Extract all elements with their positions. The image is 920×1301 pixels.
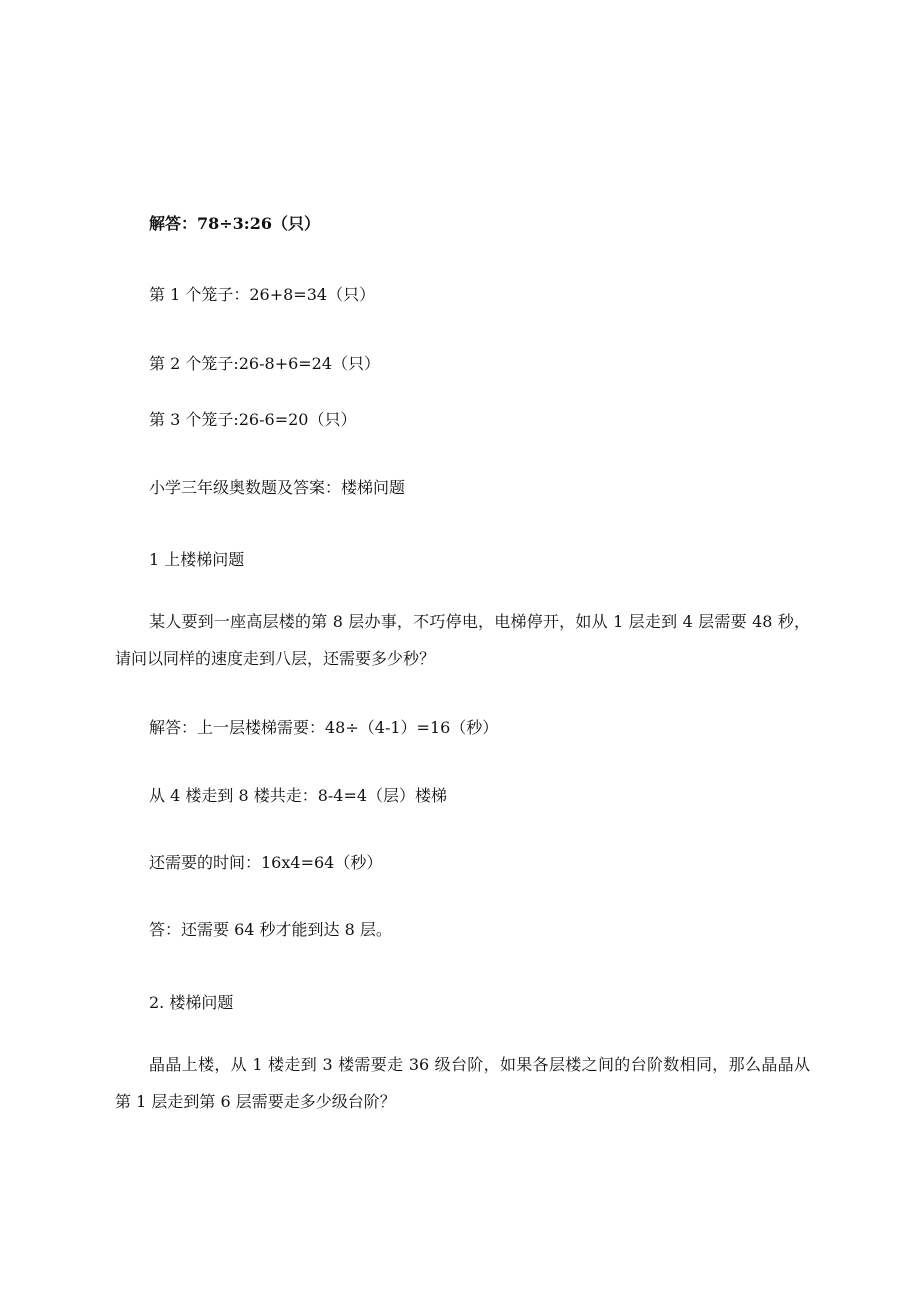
problem-1-final-answer: 答：还需要 64 秒才能到达 8 层。 (149, 920, 392, 939)
answer-line-cages: 解答：78÷3:26（只） (149, 214, 320, 233)
cage-1-line: 第 1 个笼子：26+8=34（只） (149, 285, 376, 304)
problem-1-answer-step-1: 解答：上一层楼梯需要：48÷（4-1）=16（秒） (149, 718, 499, 737)
cage-2-line: 第 2 个笼子:26-8+6=24（只） (149, 354, 381, 373)
problem-1-answer-step-3: 还需要的时间：16x4=64（秒） (149, 853, 383, 872)
problem-2-heading: 2. 楼梯问题 (149, 993, 234, 1012)
problem-1-text: 某人要到一座高层楼的第 8 层办事，不巧停电，电梯停开，如从 1 层走到 4 层需要 48 秒，请问以同样的速度走到八层，还需要多少秒？ (115, 612, 810, 668)
problem-2-text: 晶晶上楼，从 1 楼走到 3 楼需要走 36 级台阶，如果各层楼之间的台阶数相同，那么晶晶从第 1 层走到第 6 层需要走多少级台阶？ (115, 1055, 810, 1111)
section-title: 小学三年级奥数题及答案：楼梯问题 (149, 478, 406, 497)
problem-1-answer-step-2: 从 4 楼走到 8 楼共走：8-4=4（层）楼梯 (149, 786, 448, 805)
problem-1-heading: 1 上楼梯问题 (149, 550, 245, 569)
cage-3-line: 第 3 个笼子:26-6=20（只） (149, 410, 357, 429)
